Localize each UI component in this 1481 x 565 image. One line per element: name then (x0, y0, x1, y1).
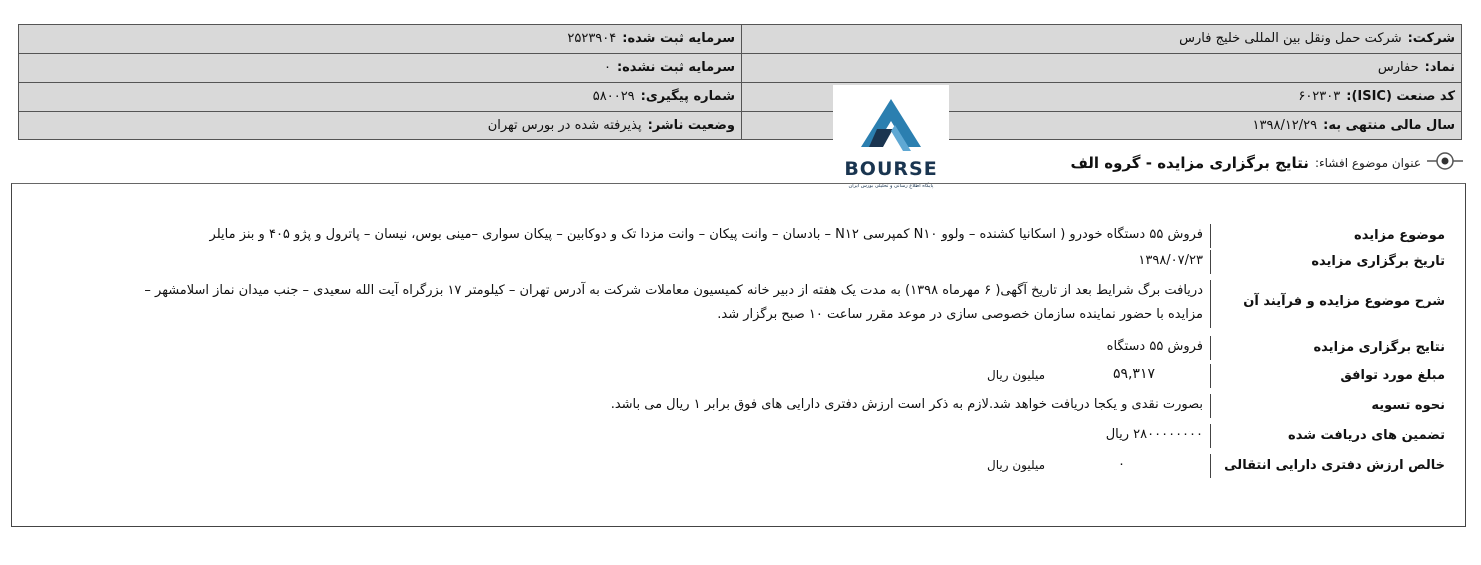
row-value: فروش ۵۵ دستگاه خودرو ( اسکانیا کشنده – ولوو N۱۰ کمپرسی N۱۲ – بادسان – وانت پیکان – وانت مزدا تک و دوکابین – پیکان سواری –مینی بوس، نیسان – پاترول و پژو ۴۰۵ و بنز مایلر (209, 227, 1203, 242)
company-cell: شرکت:شرکت حمل ونقل بین المللی خلیج فارس (1179, 31, 1455, 46)
subject-title: نتایج برگزاری مزایده - گروه الف (1070, 154, 1309, 172)
detail-row-description (10, 280, 1465, 328)
row-label: شرح موضوع مزایده و فرآیند آن (1243, 294, 1445, 309)
detail-row-book-value (10, 454, 1465, 478)
auction-results-panel (11, 183, 1466, 527)
info-row (19, 25, 1461, 54)
row-label: تضمین های دریافت شده (1288, 428, 1445, 443)
info-row (19, 54, 1461, 83)
svg-text:پایگاه اطلاع رسانی و تحلیلی بو: پایگاه اطلاع رسانی و تحلیلی بورس ایران (848, 183, 934, 189)
row-value: ۲۸۰۰۰۰۰۰۰۰ ریال (1105, 427, 1203, 442)
row-unit: میلیون ریال (987, 368, 1045, 382)
target-icon (1427, 149, 1463, 177)
divider (1210, 394, 1211, 418)
row-value-line2: مزایده با حضور نماینده سازمان خصوصی سازی در موعد مقرر ساعت ۱۰ صبح برگزار شد. (717, 307, 1203, 322)
row-value-line1: دریافت برگ شرایط بعد از تاریخ آگهی( ۶ مهرماه ۱۳۹۸) به مدت یک هفته از دبیر خانه کمیسیون معاملات شرکت به آدرس تهران – کیلومتر ۱۷ بزرگراه آیت الله سعیدی – جنب میدان نماز اسلامشهر – (144, 283, 1203, 298)
row-label: خالص ارزش دفتری دارایی انتقالی (1224, 458, 1445, 473)
capital-registered-cell: سرمایه ثبت شده:۲۵۲۳۹۰۴ (19, 25, 742, 53)
divider (1210, 250, 1211, 274)
row-unit: میلیون ریال (987, 458, 1045, 472)
row-value: ۵۹,۳۱۷ (1112, 366, 1155, 382)
divider (1210, 336, 1211, 360)
symbol-cell: نماد:حفارس (1377, 60, 1455, 75)
row-label: تاریخ برگزاری مزایده (1311, 254, 1445, 269)
capital-unregistered-cell: سرمایه ثبت نشده:۰ (19, 54, 742, 82)
info-row (19, 112, 1461, 141)
detail-row-subject (10, 224, 1465, 248)
subject-label: عنوان موضوع افشاء: (1314, 156, 1421, 170)
company-info-table (18, 24, 1462, 140)
divider (1210, 454, 1211, 478)
detail-row-results (10, 336, 1465, 360)
publisher-status-cell: وضعیت ناشر:پذیرفته شده در بورس تهران (19, 112, 742, 140)
disclosure-subject (1070, 148, 1463, 178)
bourse-logo-icon (833, 85, 949, 191)
detail-row-settlement (10, 394, 1465, 418)
row-value: بصورت نقدی و یکجا دریافت خواهد شد.لازم به ذکر است ارزش دفتری دارایی های فوق برابر ۱ ریال می باشد. (610, 397, 1203, 412)
svg-text:BOURSE: BOURSE (844, 158, 938, 180)
row-value: فروش ۵۵ دستگاه (1106, 339, 1203, 354)
fiscal-year-cell: سال مالی منتهی به:۱۳۹۸/۱۲/۲۹ (1252, 118, 1455, 133)
row-label: نتایج برگزاری مزایده (1313, 340, 1445, 355)
info-row (19, 83, 1461, 112)
divider (1210, 424, 1211, 448)
row-label: مبلغ مورد توافق (1340, 368, 1445, 383)
detail-row-guarantees (10, 424, 1465, 448)
isic-cell: کد صنعت (ISIC):۶۰۲۳۰۳ (1298, 89, 1455, 104)
divider (1210, 364, 1211, 388)
detail-row-amount (10, 364, 1465, 388)
row-value: ۱۳۹۸/۰۷/۲۳ (1138, 253, 1203, 268)
divider (1210, 280, 1211, 328)
row-label: نحوه تسویه (1371, 398, 1445, 413)
detail-row-date (10, 250, 1465, 274)
row-label: موضوع مزایده (1354, 228, 1445, 243)
row-value: ۰ (1118, 457, 1125, 472)
tracking-number-cell: شماره پیگیری:۵۸۰۰۲۹ (19, 83, 742, 111)
divider (1210, 224, 1211, 248)
bourse-logo (833, 85, 949, 191)
